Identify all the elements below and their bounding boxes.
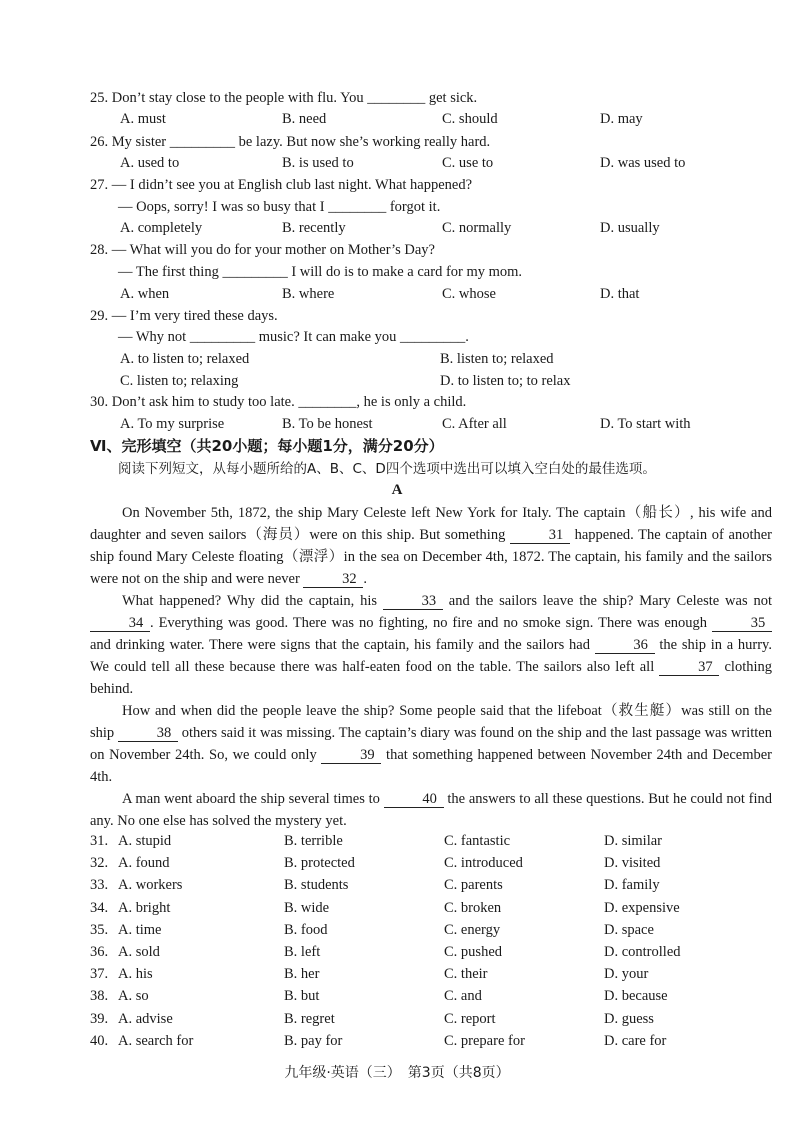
option-a: A. advise — [118, 1010, 173, 1027]
question-27: 27. — I didn’t see you at English club last night. What happened? — [90, 177, 473, 193]
blank-34: 34 — [90, 615, 150, 632]
blank-38: 38 — [118, 725, 178, 742]
option-c: C. energy — [444, 921, 501, 938]
option-c: C. After all — [442, 416, 507, 432]
option-b: B. regret — [284, 1010, 335, 1027]
option-a: A. stupid — [118, 833, 172, 849]
blank-33: 33 — [383, 593, 443, 610]
section-heading: Ⅵ、完形填空（共20小题；每小题1分，满分20分） — [90, 437, 444, 455]
option-b: B. students — [284, 877, 349, 894]
blank-37: 37 — [659, 659, 719, 676]
option-d: D. to listen to; to relax — [440, 373, 571, 389]
option-c: C. broken — [444, 899, 502, 916]
option-a: A. completely — [120, 220, 203, 236]
question-number: 32. — [90, 855, 109, 872]
question-number: 40. — [90, 1032, 109, 1049]
option-b: B. pay for — [284, 1032, 343, 1049]
blank-40: 40 — [384, 791, 444, 808]
option-d: D. your — [604, 966, 649, 983]
option-d: D. visited — [604, 855, 661, 872]
option-d: D. expensive — [604, 899, 680, 916]
option-c: C. listen to; relaxing — [120, 373, 239, 389]
option-c: C. fantastic — [444, 833, 511, 849]
question-number: 36. — [90, 944, 109, 960]
question-30: 30. Don’t ask him to study too late. ________, he is only a child. — [90, 394, 467, 410]
option-c: C. introduced — [444, 855, 523, 872]
blank-31: 31 — [510, 527, 570, 544]
option-a: A. time — [118, 921, 162, 938]
option-c: C. normally — [442, 220, 512, 236]
option-d: D. similar — [604, 833, 662, 849]
option-a: A. workers — [118, 877, 183, 894]
option-b: B. food — [284, 921, 328, 938]
option-d: D. may — [600, 111, 643, 127]
option-b: B. wide — [284, 899, 330, 916]
question-number: 31. — [90, 833, 109, 849]
option-c: C. prepare for — [444, 1032, 525, 1049]
option-a: A. found — [118, 855, 170, 872]
passage-paragraph-4: A man went aboard the ship several times to 40 the answers to all these questions. But he could not find any. No one else has solved the mystery yet. — [90, 791, 772, 829]
option-d: D. care for — [604, 1032, 667, 1049]
blank-32: 32 — [303, 571, 363, 588]
option-d: D. controlled — [604, 944, 681, 960]
option-c: C. parents — [444, 877, 503, 894]
option-a: A. bright — [118, 899, 171, 916]
option-c: C. should — [442, 111, 498, 127]
option-d: D. space — [604, 921, 654, 938]
option-a: A. used to — [120, 155, 180, 171]
passage-label: A — [391, 482, 403, 498]
passage-paragraph-3: How and when did the people leave the ship? Some people said that the lifeboat（救生艇）was still on the ship 38 others said it was missing. The captain’s diary was found on the ship and the last passage was written on November 24th. So, we could only 39 that something happened between November 24th and December 4th. — [90, 703, 772, 785]
question-28: 28. — What will you do for your mother on Mother’s Day? — [90, 242, 435, 258]
option-b: B. but — [284, 988, 320, 1005]
option-b: B. terrible — [284, 833, 343, 849]
option-d: D. that — [600, 286, 640, 302]
blank-39: 39 — [321, 747, 381, 764]
question-number: 39. — [90, 1010, 109, 1027]
option-c: C. whose — [442, 286, 496, 302]
option-d: D. To start with — [600, 416, 691, 432]
option-d: D. was used to — [600, 155, 686, 171]
option-b: B. her — [284, 966, 320, 983]
option-a: A. his — [118, 966, 153, 983]
question-27-reply: — Oops, sorry! I was so busy that I ________ forgot it. — [118, 199, 441, 215]
question-29: 29. — I’m very tired these days. — [90, 308, 278, 324]
option-a: A. to listen to; relaxed — [120, 351, 250, 367]
option-b: B. To be honest — [282, 416, 373, 432]
option-b: B. protected — [284, 855, 355, 872]
passage-paragraph-1: On November 5th, 1872, the ship Mary Celeste left New York for Italy. The captain（船长）, his wife and daughter and seven sailors（海员）were on this ship. But something 31 happened. The captain of another ship found Mary Celeste floating（漂浮）in the sea on December 4th, 1872. The captain, his family and the sailors were not on the ship and were never 32 . — [90, 505, 772, 587]
blank-35: 35 — [712, 615, 772, 632]
question-29-reply: — Why not _________ music? It can make you _________. — [118, 329, 469, 345]
option-a: A. must — [120, 111, 166, 127]
option-a: A. sold — [118, 944, 160, 960]
passage-paragraph-2: What happened? Why did the captain, his 33 and the sailors leave the ship? Mary Celeste was not 34 . Everything was good. There was no fighting, no fire and no smoke sign. There was enough 35 and drinking water. There were signs that the captain, his family and the sailors had 36 the ship in a hurry. We could tell all these because there was half-eaten food on the table. The sailors also left all 37 clothing behind. — [90, 593, 772, 697]
option-d: D. usually — [600, 220, 660, 236]
option-d: D. family — [604, 877, 660, 894]
question-26: 26. My sister _________ be lazy. But now she’s working really hard. — [90, 134, 491, 150]
page-footer: 九年级·英语（三） 第3页（共8页） — [284, 1065, 510, 1081]
option-a: A. so — [118, 988, 149, 1005]
option-c: C. pushed — [444, 944, 502, 960]
option-c: C. use to — [442, 155, 494, 171]
question-25: 25. Don’t stay close to the people with flu. You ________ get sick. — [90, 90, 478, 106]
option-b: B. where — [282, 286, 335, 302]
blank-36: 36 — [595, 637, 655, 654]
option-a: A. To my surprise — [120, 416, 225, 432]
option-a: A. search for — [118, 1032, 194, 1049]
option-c: C. their — [444, 966, 488, 983]
option-b: B. recently — [282, 220, 346, 236]
option-b: B. listen to; relaxed — [440, 351, 554, 367]
option-a: A. when — [120, 286, 170, 302]
option-b: B. is used to — [282, 155, 354, 171]
question-number: 37. — [90, 966, 109, 983]
option-d: D. guess — [604, 1010, 654, 1027]
option-c: C. report — [444, 1010, 496, 1027]
option-b: B. need — [282, 111, 327, 127]
question-number: 38. — [90, 988, 109, 1005]
option-c: C. and — [444, 988, 482, 1005]
question-number: 33. — [90, 877, 109, 894]
section-instruction: 阅读下列短文，从每小题所给的A、B、C、D四个选项中选出可以填入空白处的最佳选项。 — [118, 461, 656, 477]
question-28-reply: — The first thing _________ I will do is to make a card for my mom. — [118, 264, 523, 280]
option-b: B. left — [284, 944, 321, 960]
question-number: 34. — [90, 899, 109, 916]
option-d: D. because — [604, 988, 668, 1005]
question-number: 35. — [90, 921, 109, 938]
